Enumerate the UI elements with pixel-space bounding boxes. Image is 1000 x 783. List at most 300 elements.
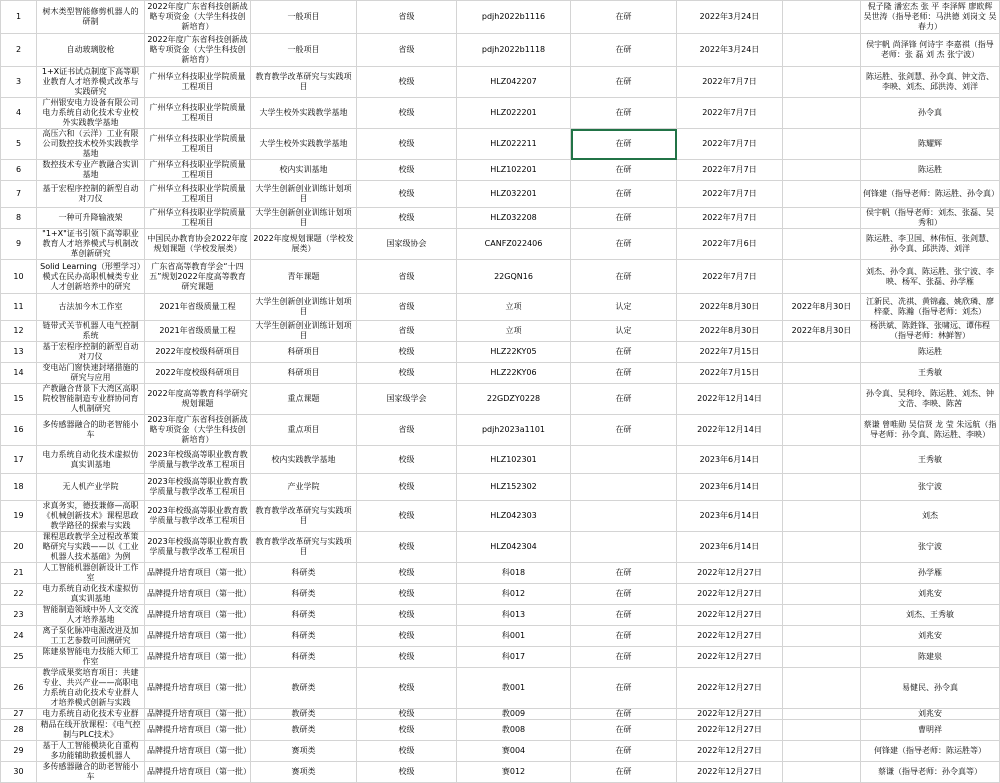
project-name-cell[interactable]: 精品在线开放课程：《电气控制与PLC技术》 bbox=[37, 720, 145, 741]
members-cell[interactable]: 王秀敏 bbox=[861, 446, 1000, 474]
project-source-cell[interactable]: 品牌提升培育项目（第一批） bbox=[145, 741, 251, 762]
start-date-cell[interactable]: 2022年12月27日 bbox=[677, 626, 783, 647]
row-number-cell[interactable]: 24 bbox=[1, 626, 37, 647]
end-date-cell[interactable] bbox=[783, 720, 861, 741]
code-cell[interactable]: 教001 bbox=[457, 668, 571, 709]
project-source-cell[interactable]: 品牌提升培育项目（第一批） bbox=[145, 647, 251, 668]
project-name-cell[interactable]: 1+X证书试点制度下高等职业教育人才培养模式改革与实践研究 bbox=[37, 67, 145, 98]
project-source-cell[interactable]: 2023年校级高等职业教育教学质量与教学改革工程项目 bbox=[145, 446, 251, 474]
start-date-cell[interactable]: 2022年8月30日 bbox=[677, 294, 783, 321]
end-date-cell[interactable] bbox=[783, 342, 861, 363]
code-cell[interactable]: CANFZ022406 bbox=[457, 229, 571, 260]
start-date-cell[interactable]: 2022年7月7日 bbox=[677, 208, 783, 229]
start-date-cell[interactable]: 2022年12月14日 bbox=[677, 415, 783, 446]
project-name-cell[interactable]: 离子泵化脉冲电源改进及加工工艺参数可回溯研究 bbox=[37, 626, 145, 647]
start-date-cell[interactable]: 2022年7月15日 bbox=[677, 363, 783, 384]
project-source-cell[interactable]: 2022年度校级科研项目 bbox=[145, 363, 251, 384]
members-cell[interactable]: 陈运胜、张剑慧、孙令真、钟文浩、李映、刘杰、邱洪涛、刘洋 bbox=[861, 67, 1000, 98]
row-number-cell[interactable]: 26 bbox=[1, 668, 37, 709]
project-source-cell[interactable]: 广州华立科技职业学院质量工程项目 bbox=[145, 181, 251, 208]
level-cell[interactable]: 省级 bbox=[357, 260, 457, 294]
members-cell[interactable]: 曹明祥 bbox=[861, 720, 1000, 741]
end-date-cell[interactable] bbox=[783, 1, 861, 34]
status-cell[interactable] bbox=[571, 532, 677, 563]
start-date-cell[interactable]: 2023年6月14日 bbox=[677, 446, 783, 474]
code-cell[interactable]: pdjh2023a1101 bbox=[457, 415, 571, 446]
row-number-cell[interactable]: 15 bbox=[1, 384, 37, 415]
end-date-cell[interactable] bbox=[783, 260, 861, 294]
level-cell[interactable]: 校级 bbox=[357, 181, 457, 208]
code-cell[interactable]: 科018 bbox=[457, 563, 571, 584]
start-date-cell[interactable]: 2022年12月27日 bbox=[677, 584, 783, 605]
project-type-cell[interactable]: 大学生创新创业训练计划项目 bbox=[251, 208, 357, 229]
project-source-cell[interactable]: 品牌提升培育项目（第一批） bbox=[145, 626, 251, 647]
project-type-cell[interactable]: 教育教学改革研究与实践项目 bbox=[251, 67, 357, 98]
project-type-cell[interactable]: 赛项类 bbox=[251, 741, 357, 762]
project-name-cell[interactable]: 智能制造领域中外人文交流人才培养基地 bbox=[37, 605, 145, 626]
end-date-cell[interactable] bbox=[783, 181, 861, 208]
row-number-cell[interactable]: 29 bbox=[1, 741, 37, 762]
start-date-cell[interactable]: 2022年12月27日 bbox=[677, 605, 783, 626]
project-source-cell[interactable]: 品牌提升培育项目（第一批） bbox=[145, 584, 251, 605]
row-number-cell[interactable]: 10 bbox=[1, 260, 37, 294]
project-source-cell[interactable]: 品牌提升培育项目（第一批） bbox=[145, 605, 251, 626]
end-date-cell[interactable] bbox=[783, 208, 861, 229]
members-cell[interactable]: 刘杰、孙令真、陈运胜、张宁波、李映、杨军、张磊、孙学雁 bbox=[861, 260, 1000, 294]
project-type-cell[interactable]: 科研项目 bbox=[251, 363, 357, 384]
row-number-cell[interactable]: 7 bbox=[1, 181, 37, 208]
project-type-cell[interactable]: 科研类 bbox=[251, 647, 357, 668]
status-cell[interactable]: 在研 bbox=[571, 741, 677, 762]
row-number-cell[interactable]: 18 bbox=[1, 474, 37, 501]
members-cell[interactable]: 刘杰、王秀敏 bbox=[861, 605, 1000, 626]
code-cell[interactable]: HLZ22KY05 bbox=[457, 342, 571, 363]
level-cell[interactable]: 省级 bbox=[357, 415, 457, 446]
level-cell[interactable]: 校级 bbox=[357, 584, 457, 605]
row-number-cell[interactable]: 22 bbox=[1, 584, 37, 605]
project-name-cell[interactable]: 人工智能机器创新设计工作室 bbox=[37, 563, 145, 584]
project-name-cell[interactable]: Solid Learning（形塑学习）模式在民办高职机械类专业人才创新培养中的研究 bbox=[37, 260, 145, 294]
project-type-cell[interactable]: 科研类 bbox=[251, 605, 357, 626]
members-cell[interactable]: 何锋建（指导老师：陈运胜等） bbox=[861, 741, 1000, 762]
project-name-cell[interactable]: 无人机产业学院 bbox=[37, 474, 145, 501]
project-type-cell[interactable]: 大学生创新创业训练计划项目 bbox=[251, 294, 357, 321]
project-type-cell[interactable]: 赛项类 bbox=[251, 762, 357, 783]
members-cell[interactable]: 刘兆安 bbox=[861, 709, 1000, 720]
members-cell[interactable]: 陈运胜 bbox=[861, 342, 1000, 363]
project-type-cell[interactable]: 科研类 bbox=[251, 563, 357, 584]
row-number-cell[interactable]: 27 bbox=[1, 709, 37, 720]
code-cell[interactable]: HLZ042304 bbox=[457, 532, 571, 563]
status-cell[interactable]: 在研 bbox=[571, 605, 677, 626]
row-number-cell[interactable]: 28 bbox=[1, 720, 37, 741]
level-cell[interactable]: 校级 bbox=[357, 501, 457, 532]
status-cell[interactable]: 在研 bbox=[571, 709, 677, 720]
level-cell[interactable]: 校级 bbox=[357, 741, 457, 762]
start-date-cell[interactable]: 2022年7月6日 bbox=[677, 229, 783, 260]
row-number-cell[interactable]: 6 bbox=[1, 160, 37, 181]
code-cell[interactable]: HLZ22KY06 bbox=[457, 363, 571, 384]
project-type-cell[interactable]: 教研类 bbox=[251, 709, 357, 720]
code-cell[interactable]: HLZ102301 bbox=[457, 446, 571, 474]
end-date-cell[interactable] bbox=[783, 762, 861, 783]
status-cell[interactable]: 在研 bbox=[571, 584, 677, 605]
start-date-cell[interactable]: 2022年7月15日 bbox=[677, 342, 783, 363]
code-cell[interactable]: 科017 bbox=[457, 647, 571, 668]
start-date-cell[interactable]: 2022年12月27日 bbox=[677, 720, 783, 741]
level-cell[interactable]: 校级 bbox=[357, 720, 457, 741]
level-cell[interactable]: 校级 bbox=[357, 363, 457, 384]
project-name-cell[interactable]: 高压六和（云洋）工业有限公司数控技术校外实践教学基地 bbox=[37, 129, 145, 160]
members-cell[interactable]: 陈运胜、李卫国、林伟恒、张剑慧、孙令真、邱洪涛、刘洋 bbox=[861, 229, 1000, 260]
code-cell[interactable]: 教008 bbox=[457, 720, 571, 741]
members-cell[interactable]: 孙学雁 bbox=[861, 563, 1000, 584]
project-name-cell[interactable]: 电力系统自动化技术专业群 bbox=[37, 709, 145, 720]
code-cell[interactable]: 立项 bbox=[457, 321, 571, 342]
project-name-cell[interactable]: 数控技术专业产教融合实训基地 bbox=[37, 160, 145, 181]
code-cell[interactable]: HLZ032201 bbox=[457, 181, 571, 208]
project-name-cell[interactable]: 求真务实，德技兼修—高职《机械创新技术》课程思政教学路径的探索与实践 bbox=[37, 501, 145, 532]
project-source-cell[interactable]: 广州华立科技职业学院质量工程项目 bbox=[145, 98, 251, 129]
end-date-cell[interactable] bbox=[783, 415, 861, 446]
project-name-cell[interactable]: 变电站门窗快速封堵措施的研究与应用 bbox=[37, 363, 145, 384]
code-cell[interactable]: HLZ102201 bbox=[457, 160, 571, 181]
row-number-cell[interactable]: 21 bbox=[1, 563, 37, 584]
end-date-cell[interactable] bbox=[783, 741, 861, 762]
project-source-cell[interactable]: 2023年校级高等职业教育教学质量与教学改革工程项目 bbox=[145, 474, 251, 501]
level-cell[interactable]: 省级 bbox=[357, 1, 457, 34]
row-number-cell[interactable]: 4 bbox=[1, 98, 37, 129]
status-cell[interactable]: 在研 bbox=[571, 720, 677, 741]
status-cell[interactable]: 在研 bbox=[571, 647, 677, 668]
project-name-cell[interactable]: 多传感器融合的助老智能小车 bbox=[37, 415, 145, 446]
row-number-cell[interactable]: 1 bbox=[1, 1, 37, 34]
status-cell[interactable]: 在研 bbox=[571, 181, 677, 208]
members-cell[interactable]: 张宁波 bbox=[861, 532, 1000, 563]
members-cell[interactable]: 倪子隆 潘宏杰 张 平 李泽辉 廖欧辉 吴世涛（指导老师：马洪德 刘岗文 吴春力） bbox=[861, 1, 1000, 34]
project-name-cell[interactable]: 多传感器融合的助老智能小车 bbox=[37, 762, 145, 783]
project-name-cell[interactable]: 课程思政教学全过程改革策略研究与实践——以《工业机器人技术基础》为例 bbox=[37, 532, 145, 563]
project-type-cell[interactable]: 重点课题 bbox=[251, 384, 357, 415]
project-source-cell[interactable]: 2023年校级高等职业教育教学质量与教学改革工程项目 bbox=[145, 532, 251, 563]
start-date-cell[interactable]: 2022年7月7日 bbox=[677, 260, 783, 294]
row-number-cell[interactable]: 23 bbox=[1, 605, 37, 626]
code-cell[interactable]: HLZ022201 bbox=[457, 98, 571, 129]
level-cell[interactable]: 国家级协会 bbox=[357, 229, 457, 260]
code-cell[interactable]: pdjh2022b1118 bbox=[457, 34, 571, 67]
status-cell[interactable]: 在研 bbox=[571, 415, 677, 446]
code-cell[interactable]: HLZ022211 bbox=[457, 129, 571, 160]
code-cell[interactable]: 科001 bbox=[457, 626, 571, 647]
row-number-cell[interactable]: 17 bbox=[1, 446, 37, 474]
members-cell[interactable]: 侯宇帆 尚泽锋 何诗宇 李嘉祺（指导老师：张 磊 刘 杰 张宁波） bbox=[861, 34, 1000, 67]
end-date-cell[interactable] bbox=[783, 626, 861, 647]
end-date-cell[interactable] bbox=[783, 98, 861, 129]
end-date-cell[interactable] bbox=[783, 160, 861, 181]
start-date-cell[interactable]: 2023年6月14日 bbox=[677, 501, 783, 532]
status-cell[interactable] bbox=[571, 474, 677, 501]
project-type-cell[interactable]: 2022年度规划课题（学校发展类） bbox=[251, 229, 357, 260]
status-cell[interactable]: 在研 bbox=[571, 208, 677, 229]
row-number-cell[interactable]: 14 bbox=[1, 363, 37, 384]
project-type-cell[interactable]: 青年课题 bbox=[251, 260, 357, 294]
level-cell[interactable]: 省级 bbox=[357, 294, 457, 321]
project-type-cell[interactable]: 大学生创新创业训练计划项目 bbox=[251, 321, 357, 342]
project-type-cell[interactable]: 校内实训基地 bbox=[251, 160, 357, 181]
end-date-cell[interactable] bbox=[783, 363, 861, 384]
end-date-cell[interactable] bbox=[783, 668, 861, 709]
end-date-cell[interactable] bbox=[783, 532, 861, 563]
level-cell[interactable]: 校级 bbox=[357, 98, 457, 129]
level-cell[interactable]: 校级 bbox=[357, 446, 457, 474]
status-cell[interactable]: 在研 bbox=[571, 384, 677, 415]
members-cell[interactable]: 何锋建（指导老师：陈运胜、孙令真） bbox=[861, 181, 1000, 208]
status-cell[interactable]: 认定 bbox=[571, 294, 677, 321]
status-cell[interactable]: 在研 bbox=[571, 363, 677, 384]
row-number-cell[interactable]: 25 bbox=[1, 647, 37, 668]
status-cell[interactable]: 在研 bbox=[571, 342, 677, 363]
code-cell[interactable]: 赛004 bbox=[457, 741, 571, 762]
members-cell[interactable]: 刘杰 bbox=[861, 501, 1000, 532]
project-source-cell[interactable]: 广东省高等教育学会“十四五”规划2022年度高等教育研究课题 bbox=[145, 260, 251, 294]
project-source-cell[interactable]: 广州华立科技职业学院质量工程项目 bbox=[145, 67, 251, 98]
end-date-cell[interactable] bbox=[783, 501, 861, 532]
level-cell[interactable]: 国家级学会 bbox=[357, 384, 457, 415]
project-source-cell[interactable]: 2021年省级质量工程 bbox=[145, 321, 251, 342]
code-cell[interactable]: 立项 bbox=[457, 294, 571, 321]
project-name-cell[interactable]: 自动玻璃胶枪 bbox=[37, 34, 145, 67]
start-date-cell[interactable]: 2022年8月30日 bbox=[677, 321, 783, 342]
project-type-cell[interactable]: 一般项目 bbox=[251, 1, 357, 34]
level-cell[interactable]: 校级 bbox=[357, 626, 457, 647]
members-cell[interactable]: 孙令真 bbox=[861, 98, 1000, 129]
status-cell[interactable]: 在研 bbox=[571, 762, 677, 783]
project-source-cell[interactable]: 广州华立科技职业学院质量工程项目 bbox=[145, 160, 251, 181]
project-source-cell[interactable]: 广州华立科技职业学院质量工程项目 bbox=[145, 129, 251, 160]
code-cell[interactable]: 22GDZY0228 bbox=[457, 384, 571, 415]
status-cell[interactable]: 在研 bbox=[571, 98, 677, 129]
status-cell[interactable]: 在研 bbox=[571, 129, 677, 160]
members-cell[interactable]: 陈耀辉 bbox=[861, 129, 1000, 160]
end-date-cell[interactable] bbox=[783, 474, 861, 501]
end-date-cell[interactable] bbox=[783, 384, 861, 415]
row-number-cell[interactable]: 8 bbox=[1, 208, 37, 229]
row-number-cell[interactable]: 2 bbox=[1, 34, 37, 67]
status-cell[interactable]: 认定 bbox=[571, 321, 677, 342]
project-type-cell[interactable]: 校内实践教学基地 bbox=[251, 446, 357, 474]
end-date-cell[interactable] bbox=[783, 647, 861, 668]
members-cell[interactable]: 易健民、孙令真 bbox=[861, 668, 1000, 709]
row-number-cell[interactable]: 30 bbox=[1, 762, 37, 783]
start-date-cell[interactable]: 2022年12月27日 bbox=[677, 762, 783, 783]
status-cell[interactable]: 在研 bbox=[571, 563, 677, 584]
start-date-cell[interactable]: 2022年3月24日 bbox=[677, 1, 783, 34]
project-name-cell[interactable]: 教学成果奖培育项目：共建专业、共兴产业——高职电力系统自动化技术专业群人才培养模式创新与实践 bbox=[37, 668, 145, 709]
project-source-cell[interactable]: 品牌提升培育项目（第一批） bbox=[145, 709, 251, 720]
status-cell[interactable]: 在研 bbox=[571, 668, 677, 709]
project-source-cell[interactable]: 2023年度广东省科技创新战略专项资金（大学生科技创新培育） bbox=[145, 415, 251, 446]
project-source-cell[interactable]: 2021年省级质量工程 bbox=[145, 294, 251, 321]
project-source-cell[interactable]: 品牌提升培育项目（第一批） bbox=[145, 720, 251, 741]
status-cell[interactable]: 在研 bbox=[571, 626, 677, 647]
end-date-cell[interactable] bbox=[783, 563, 861, 584]
status-cell[interactable]: 在研 bbox=[571, 229, 677, 260]
members-cell[interactable]: 刘兆安 bbox=[861, 584, 1000, 605]
level-cell[interactable]: 校级 bbox=[357, 605, 457, 626]
row-number-cell[interactable]: 20 bbox=[1, 532, 37, 563]
members-cell[interactable]: 侯宇帆（指导老师：刘杰、张磊、吴秀和） bbox=[861, 208, 1000, 229]
end-date-cell[interactable] bbox=[783, 34, 861, 67]
level-cell[interactable]: 校级 bbox=[357, 668, 457, 709]
members-cell[interactable]: 王秀敏 bbox=[861, 363, 1000, 384]
members-cell[interactable]: 陈运胜 bbox=[861, 160, 1000, 181]
project-source-cell[interactable]: 2022年度广东省科技创新战略专项资金（大学生科技创新培育） bbox=[145, 34, 251, 67]
end-date-cell[interactable] bbox=[783, 67, 861, 98]
members-cell[interactable]: 蔡谦（指导老师：孙令真等） bbox=[861, 762, 1000, 783]
code-cell[interactable]: pdjh2022b1116 bbox=[457, 1, 571, 34]
end-date-cell[interactable] bbox=[783, 129, 861, 160]
status-cell[interactable] bbox=[571, 446, 677, 474]
members-cell[interactable]: 杨洪斌、陈鉎锋、张啸远、谭伟程（指导老师：林鲜智） bbox=[861, 321, 1000, 342]
project-source-cell[interactable]: 2022年度广东省科技创新战略专项资金（大学生科技创新培育） bbox=[145, 1, 251, 34]
start-date-cell[interactable]: 2023年6月14日 bbox=[677, 474, 783, 501]
row-number-cell[interactable]: 3 bbox=[1, 67, 37, 98]
start-date-cell[interactable]: 2022年7月7日 bbox=[677, 181, 783, 208]
start-date-cell[interactable]: 2022年12月27日 bbox=[677, 709, 783, 720]
end-date-cell[interactable] bbox=[783, 584, 861, 605]
status-cell[interactable]: 在研 bbox=[571, 67, 677, 98]
status-cell[interactable] bbox=[571, 501, 677, 532]
code-cell[interactable]: 科012 bbox=[457, 584, 571, 605]
code-cell[interactable]: 赛012 bbox=[457, 762, 571, 783]
project-name-cell[interactable]: 电力系统自动化技术虚拟仿真实训基地 bbox=[37, 584, 145, 605]
start-date-cell[interactable]: 2022年12月27日 bbox=[677, 647, 783, 668]
project-source-cell[interactable]: 2022年度校级科研项目 bbox=[145, 342, 251, 363]
project-type-cell[interactable]: 大学生创新创业训练计划项目 bbox=[251, 181, 357, 208]
project-type-cell[interactable]: 教育教学改革研究与实践项目 bbox=[251, 501, 357, 532]
project-name-cell[interactable]: 广州银安电力设备有限公司电力系统自动化技术专业校外实践教学基地 bbox=[37, 98, 145, 129]
row-number-cell[interactable]: 11 bbox=[1, 294, 37, 321]
project-type-cell[interactable]: 教研类 bbox=[251, 668, 357, 709]
code-cell[interactable]: 科013 bbox=[457, 605, 571, 626]
project-source-cell[interactable]: 品牌提升培育项目（第一批） bbox=[145, 668, 251, 709]
code-cell[interactable]: HLZ152302 bbox=[457, 474, 571, 501]
row-number-cell[interactable]: 9 bbox=[1, 229, 37, 260]
level-cell[interactable]: 校级 bbox=[357, 647, 457, 668]
members-cell[interactable]: 张宁波 bbox=[861, 474, 1000, 501]
end-date-cell[interactable]: 2022年8月30日 bbox=[783, 294, 861, 321]
project-name-cell[interactable]: 古法加今木工作室 bbox=[37, 294, 145, 321]
members-cell[interactable]: 陈建泉 bbox=[861, 647, 1000, 668]
project-source-cell[interactable]: 品牌提升培育项目（第一批） bbox=[145, 563, 251, 584]
row-number-cell[interactable]: 16 bbox=[1, 415, 37, 446]
project-name-cell[interactable]: "1+X"证书引领下高等职业教育人才培养模式与机制改革创新研究 bbox=[37, 229, 145, 260]
level-cell[interactable]: 校级 bbox=[357, 67, 457, 98]
project-type-cell[interactable]: 教研类 bbox=[251, 720, 357, 741]
start-date-cell[interactable]: 2022年7月7日 bbox=[677, 160, 783, 181]
start-date-cell[interactable]: 2022年7月7日 bbox=[677, 67, 783, 98]
start-date-cell[interactable]: 2023年6月14日 bbox=[677, 532, 783, 563]
project-source-cell[interactable]: 2023年校级高等职业教育教学质量与教学改革工程项目 bbox=[145, 501, 251, 532]
level-cell[interactable]: 校级 bbox=[357, 342, 457, 363]
project-source-cell[interactable]: 中国民办教育协会2022年度规划课题（学校发展类） bbox=[145, 229, 251, 260]
members-cell[interactable]: 刘兆安 bbox=[861, 626, 1000, 647]
members-cell[interactable]: 蔡谦 曾唯勋 吴信贤 龙 莹 朱远航（指导老师：孙令真、陈运胜、李映） bbox=[861, 415, 1000, 446]
level-cell[interactable]: 校级 bbox=[357, 208, 457, 229]
status-cell[interactable]: 在研 bbox=[571, 160, 677, 181]
members-cell[interactable]: 孙令真、吴利玲、陈运胜、刘杰、钟文浩、李映、陈茜 bbox=[861, 384, 1000, 415]
project-name-cell[interactable]: 一种可升降输液架 bbox=[37, 208, 145, 229]
row-number-cell[interactable]: 13 bbox=[1, 342, 37, 363]
row-number-cell[interactable]: 12 bbox=[1, 321, 37, 342]
end-date-cell[interactable] bbox=[783, 709, 861, 720]
start-date-cell[interactable]: 2022年12月14日 bbox=[677, 384, 783, 415]
project-name-cell[interactable]: 基于宏程序控制的新型自动对刀仪 bbox=[37, 181, 145, 208]
code-cell[interactable]: HLZ042303 bbox=[457, 501, 571, 532]
project-name-cell[interactable]: 链带式关节机器人电气控制系统 bbox=[37, 321, 145, 342]
project-name-cell[interactable]: 电力系统自动化技术虚拟仿真实训基地 bbox=[37, 446, 145, 474]
level-cell[interactable]: 校级 bbox=[357, 709, 457, 720]
end-date-cell[interactable]: 2022年8月30日 bbox=[783, 321, 861, 342]
start-date-cell[interactable]: 2022年12月27日 bbox=[677, 668, 783, 709]
row-number-cell[interactable]: 5 bbox=[1, 129, 37, 160]
project-type-cell[interactable]: 科研类 bbox=[251, 584, 357, 605]
start-date-cell[interactable]: 2022年3月24日 bbox=[677, 34, 783, 67]
project-type-cell[interactable]: 重点项目 bbox=[251, 415, 357, 446]
project-type-cell[interactable]: 科研项目 bbox=[251, 342, 357, 363]
level-cell[interactable]: 校级 bbox=[357, 474, 457, 501]
project-type-cell[interactable]: 教育教学改革研究与实践项目 bbox=[251, 532, 357, 563]
level-cell[interactable]: 校级 bbox=[357, 160, 457, 181]
project-source-cell[interactable]: 品牌提升培育项目（第一批） bbox=[145, 762, 251, 783]
project-source-cell[interactable]: 2022年度高等教育科学研究规划课题 bbox=[145, 384, 251, 415]
project-type-cell[interactable]: 科研类 bbox=[251, 626, 357, 647]
start-date-cell[interactable]: 2022年12月27日 bbox=[677, 563, 783, 584]
level-cell[interactable]: 省级 bbox=[357, 321, 457, 342]
end-date-cell[interactable] bbox=[783, 229, 861, 260]
project-type-cell[interactable]: 大学生校外实践教学基地 bbox=[251, 98, 357, 129]
project-source-cell[interactable]: 广州华立科技职业学院质量工程项目 bbox=[145, 208, 251, 229]
status-cell[interactable]: 在研 bbox=[571, 34, 677, 67]
level-cell[interactable]: 校级 bbox=[357, 762, 457, 783]
code-cell[interactable]: HLZ032208 bbox=[457, 208, 571, 229]
level-cell[interactable]: 省级 bbox=[357, 34, 457, 67]
members-cell[interactable]: 江新民、冼祺、黄锦鑫、姚欣璘、廖梓豪、陈瀚（指导老师：刘杰） bbox=[861, 294, 1000, 321]
project-type-cell[interactable]: 大学生校外实践教学基地 bbox=[251, 129, 357, 160]
project-name-cell[interactable]: 树木类型智能修剪机器人的研制 bbox=[37, 1, 145, 34]
project-name-cell[interactable]: 产教融合背景下大湾区高职院校智能制造专业群协同育人机制研究 bbox=[37, 384, 145, 415]
start-date-cell[interactable]: 2022年7月7日 bbox=[677, 129, 783, 160]
code-cell[interactable]: 教009 bbox=[457, 709, 571, 720]
project-name-cell[interactable]: 陈建泉智能电力技能大师工作室 bbox=[37, 647, 145, 668]
project-name-cell[interactable]: 基于宏程序控制的新型自动对刀仪 bbox=[37, 342, 145, 363]
level-cell[interactable]: 校级 bbox=[357, 563, 457, 584]
code-cell[interactable]: 22GQN16 bbox=[457, 260, 571, 294]
level-cell[interactable]: 校级 bbox=[357, 532, 457, 563]
status-cell[interactable]: 在研 bbox=[571, 1, 677, 34]
start-date-cell[interactable]: 2022年7月7日 bbox=[677, 98, 783, 129]
row-number-cell[interactable]: 19 bbox=[1, 501, 37, 532]
project-name-cell[interactable]: 基于人工智能模块化自重构多功能辅助救援机器人 bbox=[37, 741, 145, 762]
project-type-cell[interactable]: 产业学院 bbox=[251, 474, 357, 501]
status-cell[interactable]: 在研 bbox=[571, 260, 677, 294]
level-cell[interactable]: 校级 bbox=[357, 129, 457, 160]
start-date-cell[interactable]: 2022年12月27日 bbox=[677, 741, 783, 762]
end-date-cell[interactable] bbox=[783, 446, 861, 474]
code-cell[interactable]: HLZ042207 bbox=[457, 67, 571, 98]
project-type-cell[interactable]: 一般项目 bbox=[251, 34, 357, 67]
end-date-cell[interactable] bbox=[783, 605, 861, 626]
